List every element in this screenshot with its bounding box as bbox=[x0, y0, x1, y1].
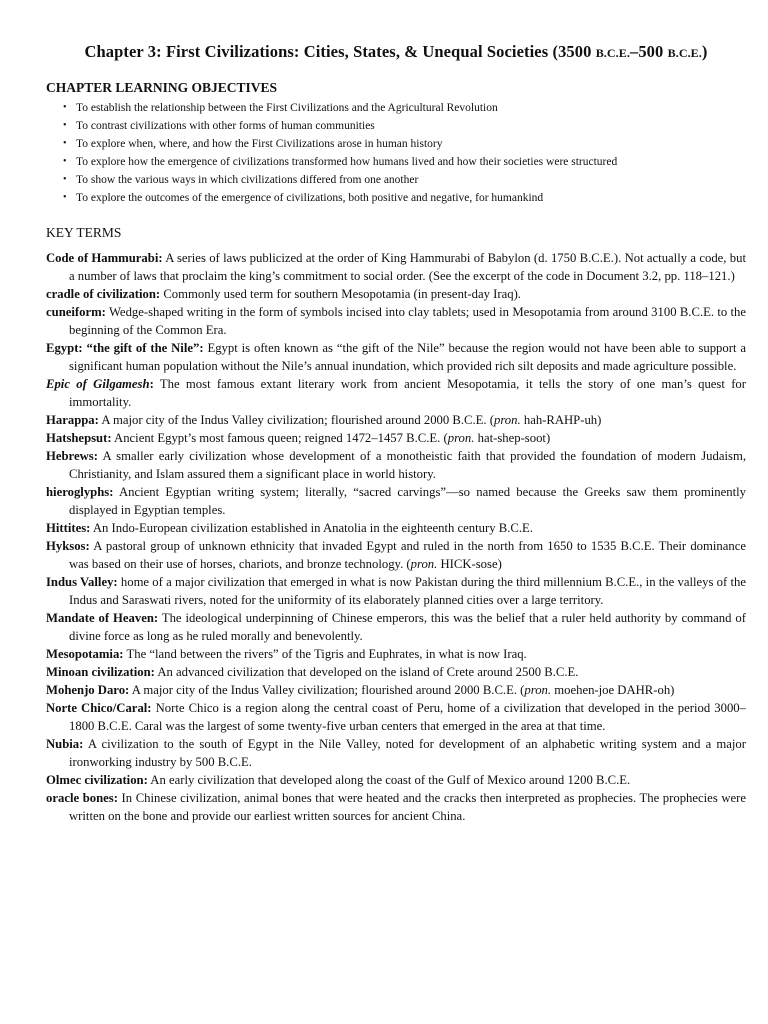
term-name: oracle bones: bbox=[46, 791, 118, 805]
term-entry bbox=[46, 735, 746, 771]
term-entry bbox=[46, 249, 746, 285]
term-entry bbox=[46, 573, 746, 609]
term-entry bbox=[46, 519, 746, 537]
term-entry bbox=[46, 483, 746, 519]
term-entry bbox=[46, 411, 746, 429]
chapter-title bbox=[46, 42, 746, 62]
term-entry bbox=[46, 429, 746, 447]
term-entry bbox=[46, 303, 746, 339]
term-definition: An early civilization that developed along the coast of the Gulf of Mexico around 1200 B.C.E. bbox=[147, 773, 631, 787]
objective-item: • To show the various ways in which civilizations differed from one another bbox=[76, 171, 746, 189]
objectives-list bbox=[46, 99, 746, 207]
term-name: Hatshepsut: bbox=[46, 431, 112, 445]
objectives-heading: CHAPTER LEARNING OBJECTIVES bbox=[46, 80, 278, 95]
pronunciation-label: pron. bbox=[524, 683, 552, 697]
term-pronunciation: HICK-sose) bbox=[437, 557, 502, 571]
term-name: Mandate of Heaven: bbox=[46, 611, 159, 625]
term-definition: A major city of the Indus Valley civilization; flourished around 2000 B.C.E. ( bbox=[98, 413, 494, 427]
term-definition: Ancient Egyptian writing system; literally, “sacred carvings”—so named because the Greeks saw them prominently displayed in Egyptian temples. bbox=[69, 485, 746, 517]
term-name: cradle of civilization: bbox=[46, 287, 161, 301]
title-text: Chapter 3: First Civilizations: Cities, States, & Unequal Societies (3500 bbox=[84, 42, 596, 61]
title-era-start: B.C.E. bbox=[595, 46, 630, 60]
term-name: Minoan civilization: bbox=[46, 665, 155, 679]
objective-item: • To contrast civilizations with other forms of human communities bbox=[76, 117, 746, 135]
term-definition: In Chinese civilization, animal bones that were heated and the cracks then interpreted as prophecies. The prophecies were written on the bone and provide our earliest written sources for ancient China. bbox=[69, 791, 746, 823]
term-entry bbox=[46, 663, 746, 681]
term-definition: A pastoral group of unknown ethnicity that invaded Egypt and ruled in the north from 1650 to 1535 B.C.E. Their dominance was based on their use of horses, chariots, and bronze technology. ( bbox=[69, 539, 746, 571]
term-definition: A major city of the Indus Valley civilization; flourished around 2000 B.C.E. ( bbox=[129, 683, 525, 697]
term-name: Mohenjo Daro: bbox=[46, 683, 130, 697]
term-definition: An advanced civilization that developed on the island of Crete around 2500 B.C.E. bbox=[154, 665, 579, 679]
term-definition: A smaller early civilization whose development of a monotheistic faith that provided the foundation of modern Judaism, Christianity, and Islam assured them a significant place in world history. bbox=[69, 449, 746, 481]
term-definition: Ancient Egypt’s most famous queen; reigned 1472–1457 B.C.E. ( bbox=[111, 431, 448, 445]
objective-item: • To explore when, where, and how the First Civilizations arose in human history bbox=[76, 135, 746, 153]
term-definition: An Indo-European civilization established in Anatolia in the eighteenth century B.C.E. bbox=[90, 521, 533, 535]
term-name: Harappa: bbox=[46, 413, 99, 427]
key-terms-list bbox=[46, 249, 746, 825]
pronunciation-label: pron. bbox=[447, 431, 475, 445]
term-name: Epic of Gilgamesh bbox=[46, 377, 150, 391]
term-entry bbox=[46, 699, 746, 735]
term-definition: The most famous extant literary work from ancient Mesopotamia, it tells the story of one man’s quest for immortality. bbox=[69, 377, 747, 409]
term-entry bbox=[46, 789, 746, 825]
term-colon: : bbox=[149, 377, 154, 391]
term-entry bbox=[46, 339, 746, 375]
pronunciation-label: pron. bbox=[410, 557, 438, 571]
term-pronunciation: hat-shep-soot) bbox=[474, 431, 551, 445]
term-pronunciation: moehen-joe DAHR-oh) bbox=[551, 683, 675, 697]
term-definition: Norte Chico is a region along the central coast of Peru, home of a civilization that developed in the period 3000–1800 B.C.E. Caral was the largest of some twenty-five urban centers that emerged in the area at that time. bbox=[69, 701, 746, 733]
term-name: Mesopotamia: bbox=[46, 647, 124, 661]
term-name: Hittites: bbox=[46, 521, 91, 535]
term-name: cuneiform: bbox=[46, 305, 106, 319]
term-entry bbox=[46, 609, 746, 645]
term-name: Indus Valley: bbox=[46, 575, 118, 589]
pronunciation-label: pron. bbox=[494, 413, 521, 427]
term-name: Olmec civilization: bbox=[46, 773, 148, 787]
objective-item: • To explore the outcomes of the emergence of civilizations, both positive and negative, for humankind bbox=[76, 189, 746, 207]
term-entry bbox=[46, 645, 746, 663]
term-name: hieroglyphs: bbox=[46, 485, 114, 499]
term-entry bbox=[46, 537, 746, 573]
term-definition: A series of laws publicized at the order of King Hammurabi of Babylon (d. 1750 B.C.E.). Not actually a code, but a number of laws that proclaim the king’s commitment to social order. (See the excerpt of the code in Document 3.2, pp. 118–121.) bbox=[69, 251, 746, 283]
term-definition: home of a major civilization that emerged in what is now Pakistan during the third millennium B.C.E., in the valleys of the Indus and Saraswati rivers, noted for the uniformity of its elaborately planned cities over a large territory. bbox=[69, 575, 746, 607]
title-dash: –500 bbox=[629, 42, 668, 61]
term-definition: The ideological underpinning of Chinese emperors, this was the belief that a ruler held authority by command of divine force as long as he ruled morally and benevolently. bbox=[69, 611, 746, 643]
term-entry bbox=[46, 771, 746, 789]
term-entry bbox=[46, 375, 746, 411]
term-definition: A civilization to the south of Egypt in the Nile Valley, noted for development of an alphabetic writing system and a major ironworking industry by 500 B.C.E. bbox=[69, 737, 746, 769]
term-entry bbox=[46, 447, 746, 483]
term-name: Hebrews: bbox=[46, 449, 98, 463]
title-close: ) bbox=[701, 42, 708, 61]
term-definition: Commonly used term for southern Mesopotamia (in present-day Iraq). bbox=[160, 287, 521, 301]
term-name: Code of Hammurabi: bbox=[46, 251, 163, 265]
term-name: Norte Chico/Caral: bbox=[46, 701, 152, 715]
title-era-end: B.C.E. bbox=[667, 46, 702, 60]
key-terms-heading: KEY TERMS bbox=[46, 225, 122, 240]
term-entry bbox=[46, 681, 746, 699]
term-definition: Egypt is often known as “the gift of the Nile” because the region would not have been able to support a significant human population without the Nile’s annual inundation, which provided rich silt deposits and made agriculture possible. bbox=[69, 341, 746, 373]
objective-item: • To explore how the emergence of civilizations transformed how humans lived and how their societies were structured bbox=[76, 153, 746, 171]
term-name: Hyksos: bbox=[46, 539, 90, 553]
term-definition: The “land between the rivers” of the Tigris and Euphrates, in what is now Iraq. bbox=[123, 647, 527, 661]
term-pronunciation: hah-RAHP-uh) bbox=[520, 413, 602, 427]
objective-item: • To establish the relationship between the First Civilizations and the Agricultural Revolution bbox=[76, 99, 746, 117]
term-entry bbox=[46, 285, 746, 303]
term-name: Egypt: “the gift of the Nile”: bbox=[46, 341, 204, 355]
term-definition: Wedge-shaped writing in the form of symbols incised into clay tablets; used in Mesopotamia from around 3100 B.C.E. to the beginning of the Common Era. bbox=[69, 305, 746, 337]
term-name: Nubia: bbox=[46, 737, 84, 751]
